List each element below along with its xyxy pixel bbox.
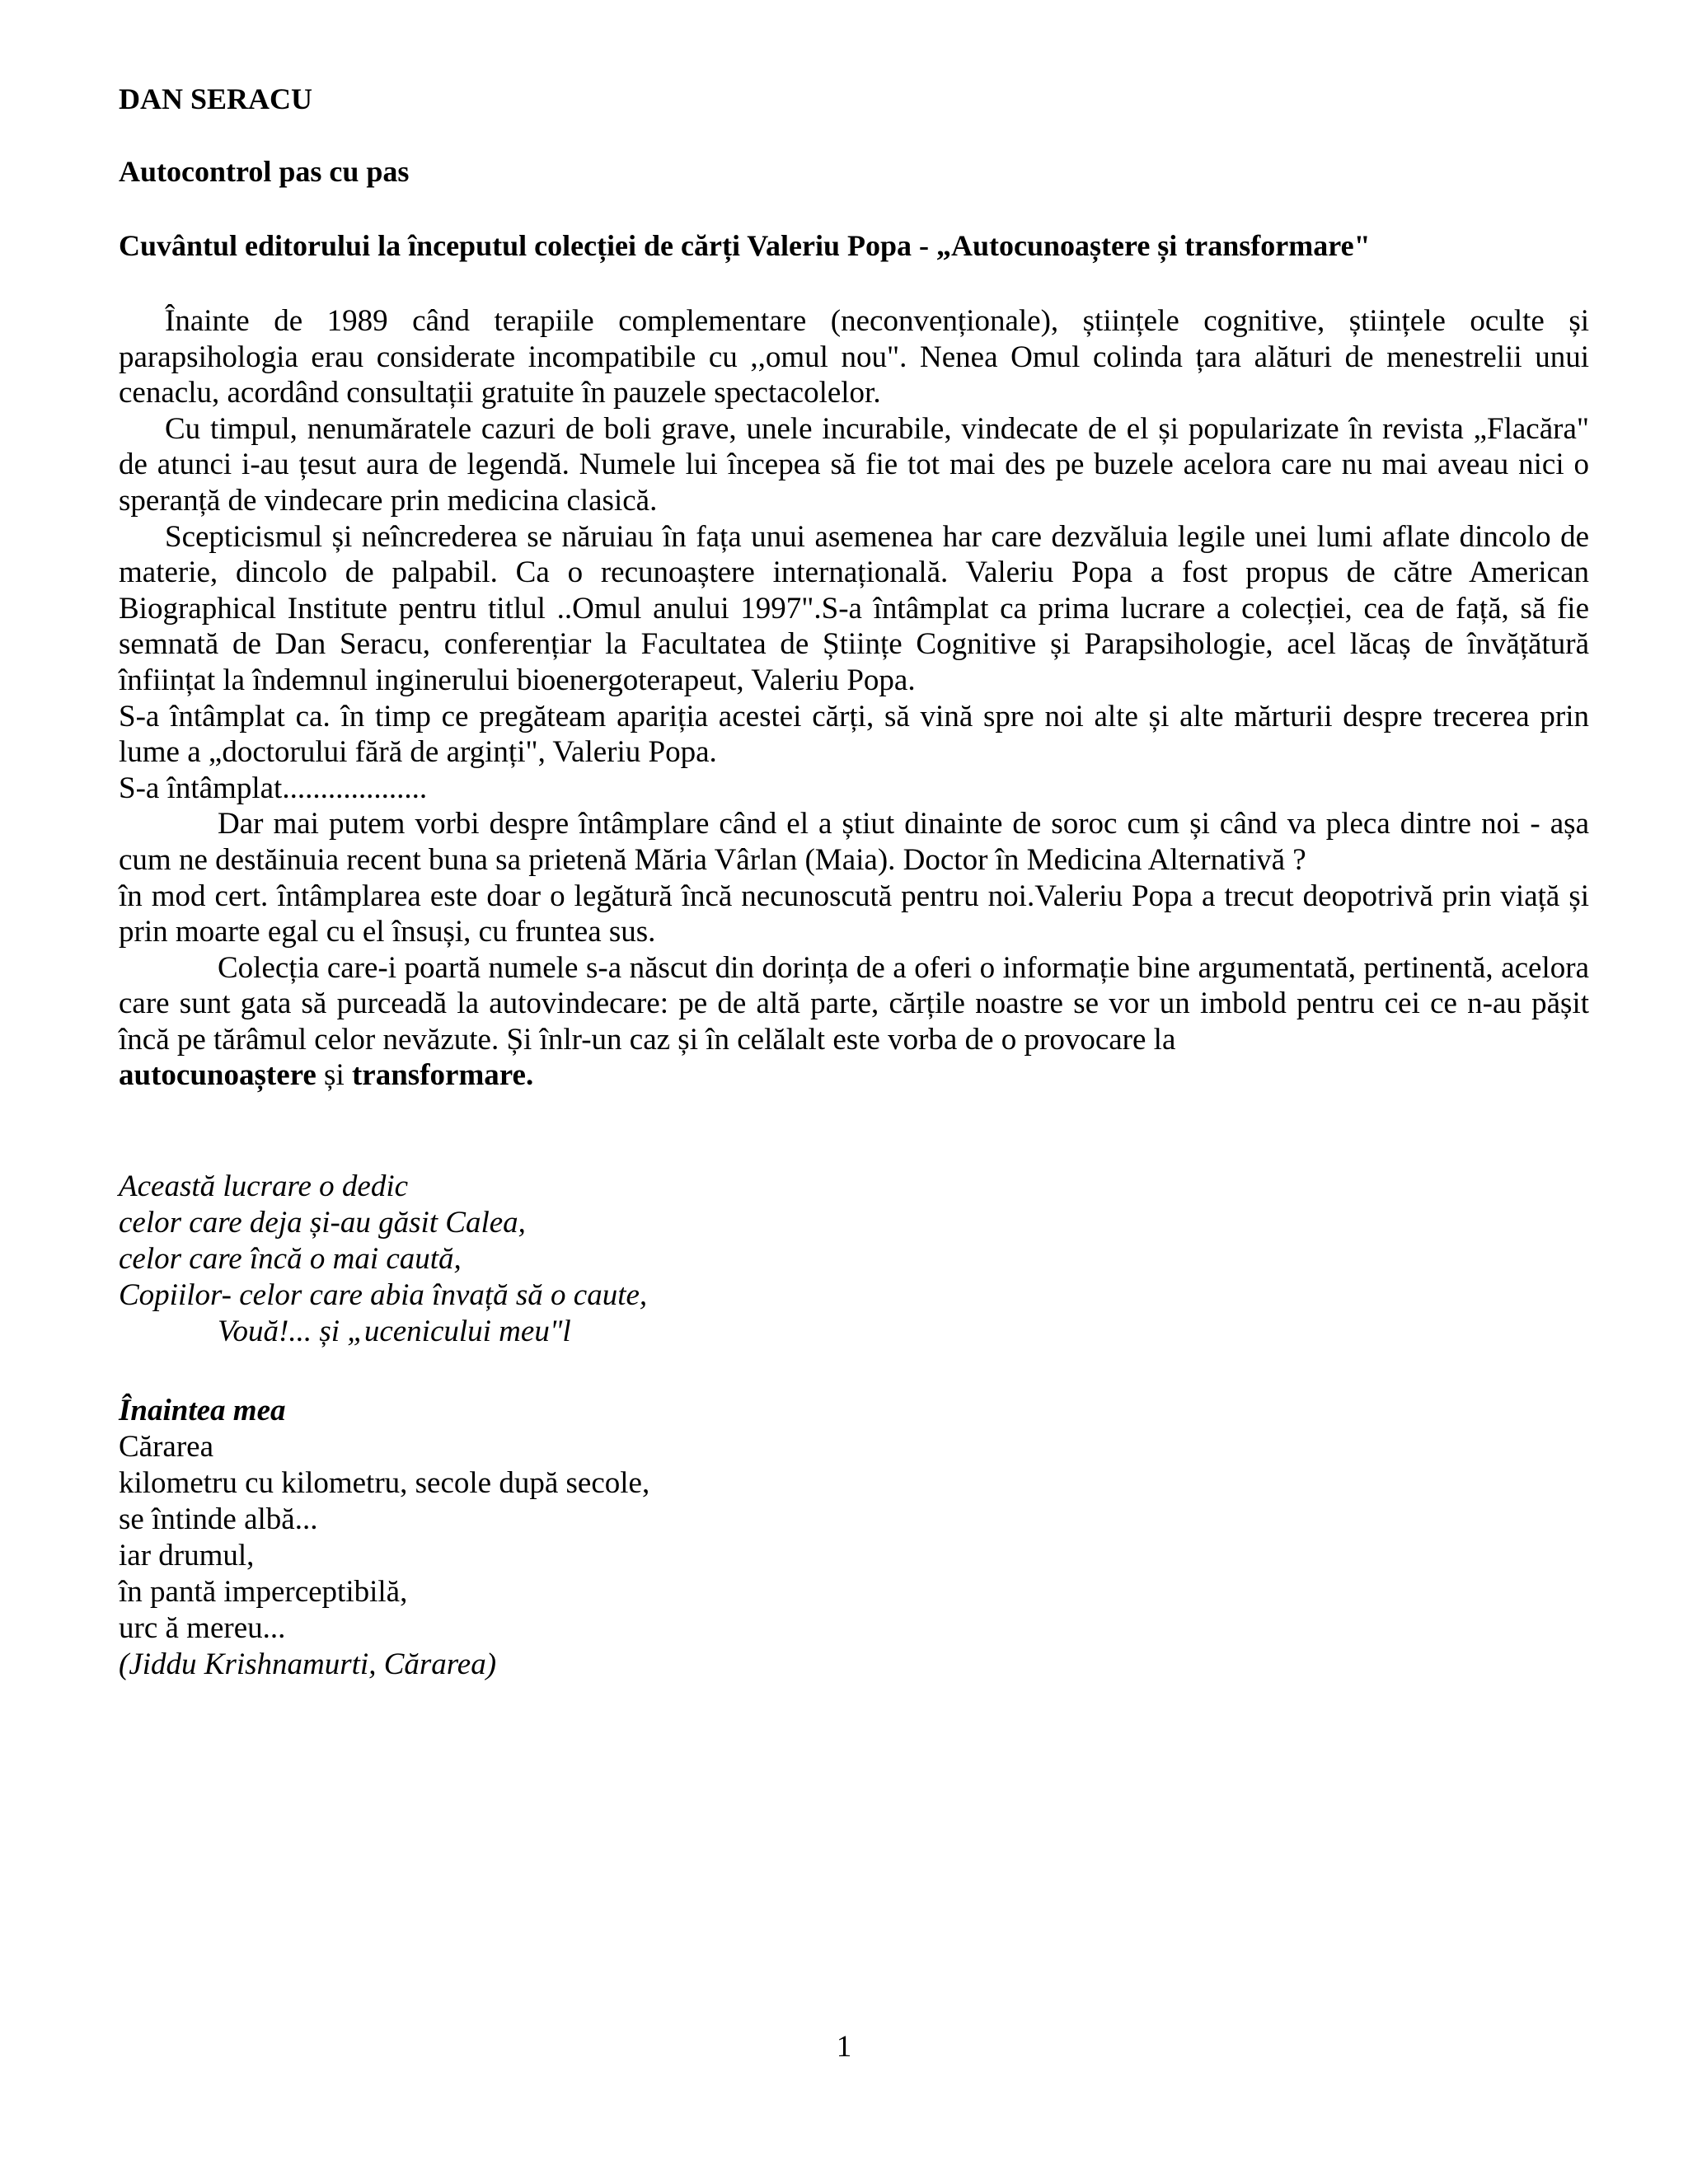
section-heading: Cuvântul editorului la începutul colecției de cărți Valeriu Popa - „Autocunoaștere și transformare" xyxy=(119,229,1371,262)
paragraph: S-a întâmplat................... xyxy=(119,771,428,805)
paragraph: S-a întâmplat ca. în timp ce pregăteam apariția acestei cărți, să vină spre noi alte și alte mărturii despre trecerea prin lume a „doctorului fără de arginți", Valeriu Popa. xyxy=(119,699,1589,770)
poem-line: iar drumul, xyxy=(119,1539,255,1572)
book-title: Autocontrol pas cu pas xyxy=(119,155,410,188)
poem-line: Cărarea xyxy=(119,1430,214,1464)
bold-term: autocunoaștere xyxy=(119,1058,316,1093)
paragraph: în mod cert. întâmplarea este doar o legătură încă necunoscută pentru noi.Valeriu Popa a trecut deopotrivă prin viață și prin moarte egal cu el însuși, cu fruntea sus. xyxy=(119,879,1589,949)
dedication xyxy=(119,1169,647,1350)
dedication-line: celor care încă o mai caută, xyxy=(119,1242,462,1276)
bold-term: transformare. xyxy=(351,1058,534,1093)
author-name: DAN SERACU xyxy=(119,82,313,115)
poem-line: în pantă imperceptibilă, xyxy=(119,1575,408,1609)
epigraph-poem xyxy=(119,1393,649,1683)
poem-citation: (Jiddu Krishnamurti, Cărarea) xyxy=(119,1647,497,1681)
dedication-line: Copiilor- celor care abia învață să o caute, xyxy=(119,1278,648,1312)
conjunction: și xyxy=(316,1058,352,1093)
dedication-line: Vouă!... și „ucenicului meu"l xyxy=(218,1315,571,1348)
paragraph: Înainte de 1989 când terapiile complementare (neconvenționale), științele cognitive, științele oculte și parapsihologia erau considerate incompatibile cu ,,omul nou". Nenea Omul colinda țara alături de menestrelii unui cenaclu, acordând consultații gratuite în pauzele spectacolelor. xyxy=(119,304,1589,410)
poem-line: se întinde albă... xyxy=(119,1502,318,1536)
dedication-line: Această lucrare o dedic xyxy=(119,1169,409,1203)
poem-line: kilometru cu kilometru, secole după secole, xyxy=(119,1466,650,1500)
dedication-line: celor care deja și-au găsit Calea, xyxy=(119,1206,526,1240)
paragraph xyxy=(119,950,1589,1094)
editor-foreword xyxy=(119,303,1589,1094)
paragraph: Scepticismul și neîncrederea se năruiau în fața unui asemenea har care dezvăluia legile unei lumi aflate dincolo de materie, dincolo de palpabil. Ca o recunoaștere internațională. Valeriu Popa a fost propus de către American Biographical Institute pentru titlul ..Omul anului 1997".S-a întâmplat ca prima lucrare a colecției, cea de față, să fie semnată de Dan Seracu, conferențiar la Facultatea de Științe Cognitive și Parapsihologie, acel lăcaș de învățătură înființat la îndemnul inginerului bioenergoterapeut, Valeriu Popa. xyxy=(119,519,1589,697)
page-number: 1 xyxy=(836,2030,852,2064)
paragraph: Dar mai putem vorbi despre întâmplare când el a știut dinainte de soroc cum și când va pleca dintre noi - așa cum ne destăinuia recent buna sa prietenă Măria Vârlan (Maia). Doctor în Medicina Alternativă ? xyxy=(119,807,1589,877)
paragraph: Cu timpul, nenumăratele cazuri de boli grave, unele incurabile, vindecate de el și popularizate în revista „Flacăra" de atunci i-au țesut aura de legendă. Numele lui începea să fie tot mai des pe buzele acelora care nu mai aveau nici o speranță de vindecare prin medicina clasică. xyxy=(119,411,1589,518)
poem-title: Înaintea mea xyxy=(119,1394,286,1427)
poem-line: urc ă mereu... xyxy=(119,1611,286,1645)
paragraph-text: Colecția care-i poartă numele s-a născut din dorința de a oferi o informație bine argumentată, pertinentă, acelora care sunt gata să purceadă la autovindecare: pe de altă parte, cărțile noastre se vor un imbold pentru cei ce n-au pășit încă pe tărâmul celor nevăzute. Și înlr-un caz și în celălalt este vorba de o provocare la xyxy=(119,950,1589,1057)
